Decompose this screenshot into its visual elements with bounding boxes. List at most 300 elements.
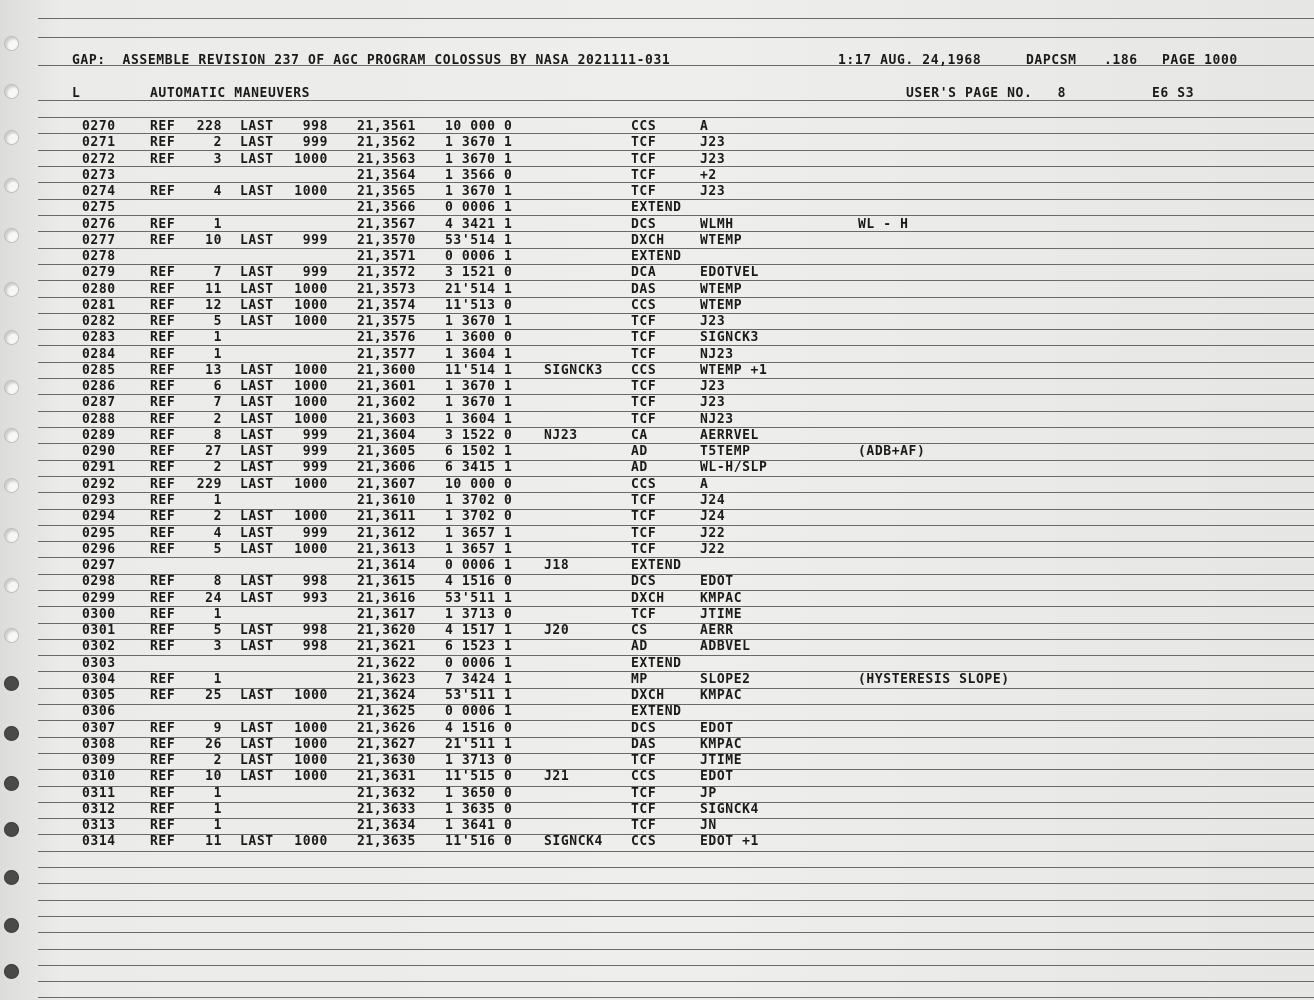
ref-count: 228 [196,119,222,134]
last-page: 999 [302,525,328,541]
feed-hole [4,964,19,979]
ref-count: 10 [205,232,222,248]
ref-count: 1 [213,785,222,801]
octal-word: 11'516 0 [445,834,513,850]
ref-count: 1 [213,216,222,232]
listing-row [0,217,1314,233]
symbol-label: J21 [544,769,570,785]
address: 21,3603 [357,411,416,427]
line-number: 0314 [82,834,116,850]
opcode: TCF [631,818,657,834]
operand: WTEMP [700,232,743,248]
opcode: TCF [631,509,657,525]
listing-row [0,282,1314,298]
opcode: TCF [631,525,657,541]
line-number: 0282 [82,314,116,330]
ref-keyword: REF [150,801,176,817]
ref-keyword: REF [150,476,176,492]
opcode: TCF [631,541,657,557]
address: 21,3611 [357,509,416,525]
opcode: EXTEND [631,200,682,216]
last-page: 1000 [294,297,328,313]
listing-row [0,249,1314,265]
section-code: E6 S3 [1152,86,1195,101]
listing-row [0,135,1314,151]
last-keyword: LAST [240,297,274,313]
last-page: 999 [302,427,328,443]
address: 21,3614 [357,558,416,574]
symbol-label: J20 [544,623,570,639]
listing-row [0,688,1314,704]
last-page: 1000 [294,688,328,704]
address: 21,3624 [357,688,416,704]
ref-count: 7 [213,395,222,411]
last-keyword: LAST [240,265,274,281]
line-number: 0290 [82,444,116,460]
ref-count: 2 [213,509,222,525]
opcode: TCF [631,167,657,183]
octal-word: 3 1522 0 [445,427,513,443]
octal-word: 6 3415 1 [445,460,513,476]
octal-word: 1 3566 0 [445,167,513,183]
opcode: DXCH [631,232,665,248]
ref-keyword: REF [150,444,176,460]
ref-count: 10 [205,769,222,785]
ref-keyword: REF [150,753,176,769]
feed-hole [4,870,19,885]
ref-keyword: REF [150,427,176,443]
operand: NJ23 [700,411,734,427]
ref-count: 2 [213,135,222,151]
listing-title: GAP: ASSEMBLE REVISION 237 OF AGC PROGRAM COLOSSUS BY NASA 2021111-031 [72,53,671,68]
ruled-line [38,867,1314,868]
last-keyword: LAST [240,460,274,476]
last-page: 999 [302,232,328,248]
last-page: 1000 [294,769,328,785]
comment: (HYSTERESIS SLOPE) [858,671,1010,687]
listing-row [0,200,1314,216]
address: 21,3622 [357,655,416,671]
line-number: 0295 [82,525,116,541]
address: 21,3621 [357,639,416,655]
last-keyword: LAST [240,574,274,590]
line-number: 0283 [82,330,116,346]
ruled-line [38,916,1314,917]
octal-word: 1 3635 0 [445,801,513,817]
operand: WTEMP [700,297,743,313]
operand: J22 [700,525,726,541]
operand: +2 [700,167,717,183]
line-number: 0307 [82,720,116,736]
last-keyword: LAST [240,281,274,297]
listing-row [0,265,1314,281]
last-page: 1000 [294,411,328,427]
address: 21,3574 [357,297,416,313]
listing-row [0,233,1314,249]
opcode: TCF [631,785,657,801]
ref-count: 229 [196,476,222,492]
line-number: 0300 [82,606,116,622]
ref-keyword: REF [150,818,176,834]
last-page: 1000 [294,541,328,557]
octal-word: 1 3657 1 [445,541,513,557]
octal-word: 4 1516 0 [445,720,513,736]
ruled-line [38,37,1314,38]
ref-count: 12 [205,297,222,313]
last-page: 1000 [294,720,328,736]
listing-row [0,363,1314,379]
operand: J24 [700,492,726,508]
last-keyword: LAST [240,753,274,769]
octal-word: 0 0006 1 [445,558,513,574]
last-keyword: LAST [240,362,274,378]
last-keyword: LAST [240,834,274,850]
ref-count: 8 [213,574,222,590]
line-number: 0311 [82,785,116,801]
address: 21,3605 [357,444,416,460]
last-keyword: LAST [240,623,274,639]
symbol-label: NJ23 [544,427,578,443]
program-id: DAPCSM [1026,53,1077,68]
line-number: 0299 [82,590,116,606]
ruled-line [38,965,1314,966]
ref-keyword: REF [150,688,176,704]
octal-word: 0 0006 1 [445,200,513,216]
line-number: 0303 [82,655,116,671]
address: 21,3562 [357,135,416,151]
opcode: DAS [631,736,657,752]
address: 21,3570 [357,232,416,248]
ref-count: 1 [213,492,222,508]
octal-word: 1 3670 1 [445,314,513,330]
operand: KMPAC [700,688,743,704]
address: 21,3632 [357,785,416,801]
opcode: CCS [631,119,657,134]
ruled-line [38,851,1314,852]
listing-row [0,168,1314,184]
address: 21,3600 [357,362,416,378]
address: 21,3566 [357,200,416,216]
page-number: PAGE 1000 [1162,53,1238,68]
ruled-line [38,997,1314,998]
listing-row [0,347,1314,363]
ref-keyword: REF [150,639,176,655]
line-number: 0276 [82,216,116,232]
last-keyword: LAST [240,541,274,557]
octal-word: 11'515 0 [445,769,513,785]
opcode: DCS [631,216,657,232]
ref-keyword: REF [150,411,176,427]
symbol-label: J18 [544,558,570,574]
address: 21,3634 [357,818,416,834]
opcode: AD [631,639,648,655]
ruled-line [38,981,1314,982]
line-number: 0274 [82,184,116,200]
address: 21,3575 [357,314,416,330]
ref-keyword: REF [150,151,176,167]
operand: EDOT +1 [700,834,759,850]
opcode: DCA [631,265,657,281]
octal-word: 1 3670 1 [445,395,513,411]
opcode: TCF [631,379,657,395]
octal-word: 1 3713 0 [445,606,513,622]
listing-row [0,558,1314,574]
opcode: MP [631,671,648,687]
section-title: AUTOMATIC MANEUVERS [150,86,311,101]
address: 21,3610 [357,492,416,508]
line-number: 0292 [82,476,116,492]
octal-word: 4 3421 1 [445,216,513,232]
opcode: TCF [631,606,657,622]
listing-row [0,395,1314,411]
operand: EDOTVEL [700,265,759,281]
last-keyword: LAST [240,184,274,200]
line-number: 0296 [82,541,116,557]
listing-row [0,721,1314,737]
line-number: 0309 [82,753,116,769]
last-page: 999 [302,265,328,281]
line-number: 0288 [82,411,116,427]
last-keyword: LAST [240,639,274,655]
ref-keyword: REF [150,184,176,200]
ref-count: 2 [213,411,222,427]
operand: J23 [700,151,726,167]
last-page: 999 [302,135,328,151]
listing-row [0,656,1314,672]
line-number: 0301 [82,623,116,639]
opcode: DXCH [631,688,665,704]
ref-count: 5 [213,314,222,330]
operand: J23 [700,379,726,395]
listing-row [0,786,1314,802]
octal-word: 4 1516 0 [445,574,513,590]
opcode: TCF [631,314,657,330]
last-keyword: LAST [240,314,274,330]
address: 21,3572 [357,265,416,281]
address: 21,3617 [357,606,416,622]
line-number: 0286 [82,379,116,395]
listing-row [0,314,1314,330]
operand: J23 [700,184,726,200]
listing-row [0,574,1314,590]
ref-keyword: REF [150,623,176,639]
operand: WTEMP +1 [700,362,768,378]
operand: EDOT [700,769,734,785]
opcode: TCF [631,184,657,200]
address: 21,3602 [357,395,416,411]
address: 21,3601 [357,379,416,395]
opcode: DCS [631,720,657,736]
ref-keyword: REF [150,525,176,541]
octal-word: 11'513 0 [445,297,513,313]
octal-word: 6 1523 1 [445,639,513,655]
ref-count: 9 [213,720,222,736]
line-number: 0308 [82,736,116,752]
last-page: 1000 [294,834,328,850]
last-keyword: LAST [240,590,274,606]
ref-keyword: REF [150,362,176,378]
address: 21,3564 [357,167,416,183]
ref-count: 11 [205,834,222,850]
listing-row [0,802,1314,818]
opcode: TCF [631,801,657,817]
line-number: 0287 [82,395,116,411]
octal-word: 6 1502 1 [445,444,513,460]
operand: ADBVEL [700,639,751,655]
operand: EDOT [700,720,734,736]
last-page: 993 [302,590,328,606]
ref-count: 4 [213,525,222,541]
operand: SIGNCK3 [700,330,759,346]
ref-count: 6 [213,379,222,395]
listing-row [0,477,1314,493]
last-page: 1000 [294,362,328,378]
ref-keyword: REF [150,135,176,151]
opcode: TCF [631,346,657,362]
octal-word: 0 0006 1 [445,249,513,265]
opcode: CCS [631,362,657,378]
opcode: EXTEND [631,558,682,574]
octal-word: 1 3670 1 [445,135,513,151]
last-keyword: LAST [240,720,274,736]
operand: J23 [700,135,726,151]
operand: J23 [700,314,726,330]
ref-count: 24 [205,590,222,606]
listing-row [0,460,1314,476]
opcode: AD [631,444,648,460]
line-number: 0294 [82,509,116,525]
last-keyword: LAST [240,509,274,525]
octal-word: 21'514 1 [445,281,513,297]
operand: T5TEMP [700,444,751,460]
address: 21,3604 [357,427,416,443]
ref-keyword: REF [150,460,176,476]
last-keyword: LAST [240,411,274,427]
octal-word: 1 3604 1 [445,346,513,362]
octal-word: 1 3600 0 [445,330,513,346]
operand: J22 [700,541,726,557]
ref-keyword: REF [150,785,176,801]
last-keyword: LAST [240,476,274,492]
last-page: 998 [302,639,328,655]
ref-count: 3 [213,151,222,167]
address: 21,3631 [357,769,416,785]
octal-word: 1 3670 1 [445,151,513,167]
listing-row [0,379,1314,395]
ref-keyword: REF [150,671,176,687]
last-keyword: LAST [240,525,274,541]
opcode: CCS [631,297,657,313]
listing-row [0,509,1314,525]
comment: (ADB+AF) [858,444,926,460]
last-keyword: LAST [240,395,274,411]
last-keyword: LAST [240,444,274,460]
ref-count: 5 [213,541,222,557]
listing-row [0,769,1314,785]
feed-hole [4,36,19,51]
line-number: 0272 [82,151,116,167]
listing-row [0,526,1314,542]
opcode: CA [631,427,648,443]
listing-row [0,818,1314,834]
operand: A [700,476,709,492]
header-line [0,53,1314,69]
octal-word: 1 3641 0 [445,818,513,834]
address: 21,3627 [357,736,416,752]
octal-word: 1 3650 0 [445,785,513,801]
ref-keyword: REF [150,232,176,248]
operand: AERRVEL [700,427,759,443]
address: 21,3626 [357,720,416,736]
ruled-line [38,949,1314,950]
ref-count: 27 [205,444,222,460]
last-page: 1000 [294,281,328,297]
address: 21,3630 [357,753,416,769]
operand: WLMH [700,216,734,232]
octal-word: 11'514 1 [445,362,513,378]
line-number: 0275 [82,200,116,216]
operand: KMPAC [700,590,743,606]
line-number: 0289 [82,427,116,443]
symbol-label: SIGNCK4 [544,834,603,850]
octal-word: 10 000 0 [445,476,513,492]
last-page: 998 [302,623,328,639]
line-number: 0302 [82,639,116,655]
listing-row [0,623,1314,639]
last-page: 1000 [294,314,328,330]
ref-keyword: REF [150,834,176,850]
octal-word: 1 3702 0 [445,509,513,525]
last-keyword: LAST [240,769,274,785]
last-page: 1000 [294,379,328,395]
operand: SIGNCK4 [700,801,759,817]
listing-row [0,834,1314,850]
octal-word: 1 3657 1 [445,525,513,541]
operand: J24 [700,509,726,525]
operand: A [700,119,709,134]
ref-count: 1 [213,330,222,346]
address: 21,3623 [357,671,416,687]
octal-word: 0 0006 1 [445,655,513,671]
octal-word: 1 3670 1 [445,184,513,200]
ref-keyword: REF [150,606,176,622]
address: 21,3613 [357,541,416,557]
ref-count: 8 [213,427,222,443]
ruled-line [38,18,1314,19]
subheader-line [0,86,1314,102]
last-page: 998 [302,574,328,590]
ref-keyword: REF [150,314,176,330]
line-number: 0279 [82,265,116,281]
listing-row [0,591,1314,607]
opcode: CS [631,623,648,639]
ref-count: 1 [213,818,222,834]
opcode: CCS [631,476,657,492]
ruled-line [38,883,1314,884]
listing-row [0,639,1314,655]
opcode: TCF [631,753,657,769]
ref-count: 4 [213,184,222,200]
address: 21,3563 [357,151,416,167]
octal-word: 21'511 1 [445,736,513,752]
operand: JP [700,785,717,801]
address: 21,3633 [357,801,416,817]
address: 21,3625 [357,704,416,720]
ref-keyword: REF [150,297,176,313]
line-number: 0305 [82,688,116,704]
octal-word: 53'511 1 [445,688,513,704]
last-keyword: LAST [240,379,274,395]
